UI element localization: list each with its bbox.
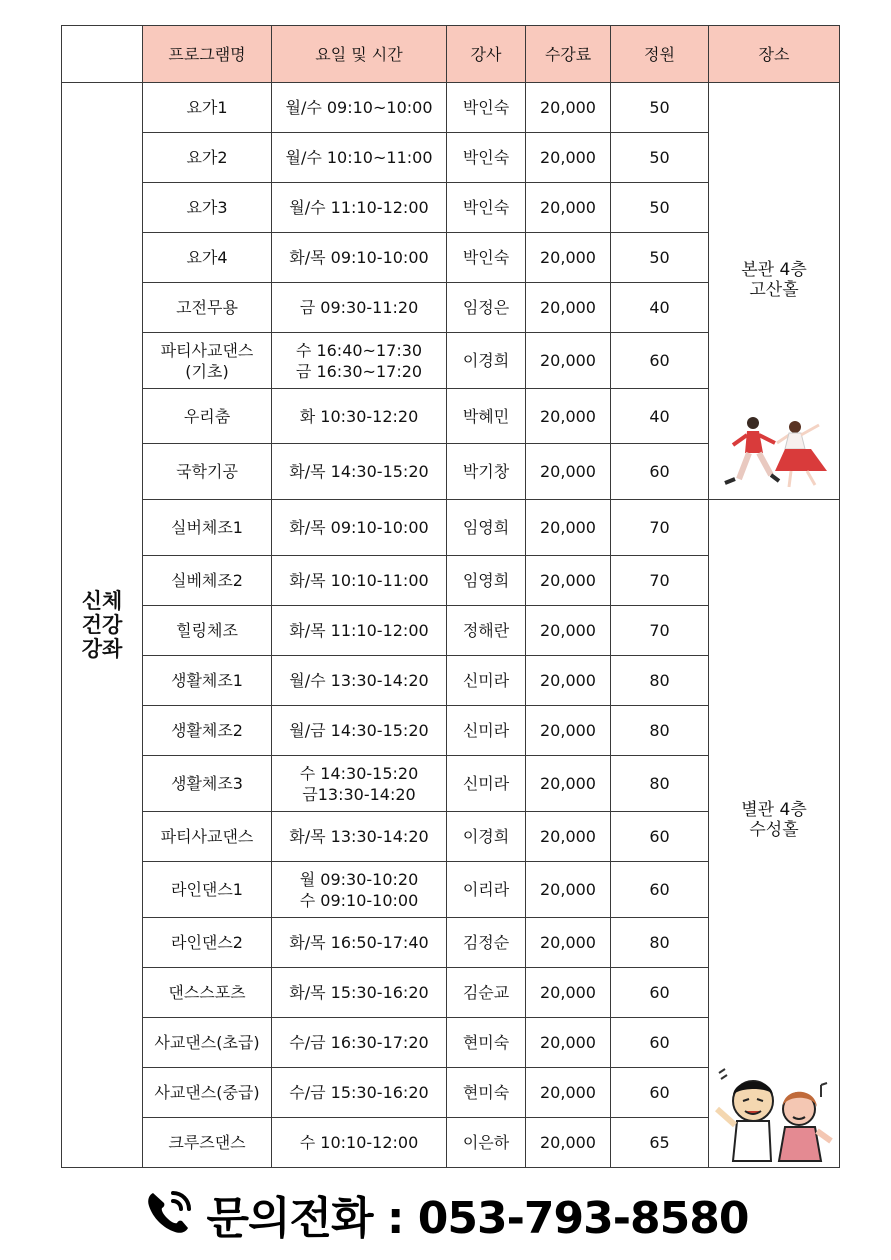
capacity-cell: 60 <box>611 333 709 389</box>
table-row <box>62 83 840 133</box>
capacity-cell: 70 <box>611 606 709 656</box>
instructor-cell: 박기창 <box>447 444 526 500</box>
schedule-cell: 수 14:30-15:20 금13:30-14:20 <box>272 756 447 812</box>
fee-cell: 20,000 <box>526 968 611 1018</box>
schedule-cell: 수/금 15:30-16:20 <box>272 1068 447 1118</box>
capacity-cell: 40 <box>611 283 709 333</box>
instructor-cell: 이경희 <box>447 333 526 389</box>
schedule-cell: 화/목 14:30-15:20 <box>272 444 447 500</box>
fee-cell: 20,000 <box>526 333 611 389</box>
program-schedule-table <box>61 25 840 1168</box>
program-cell: 파티사교댄스 <box>143 812 272 862</box>
dancing-cartoon-people-illustration <box>713 1065 837 1165</box>
contact-footer <box>0 1183 891 1245</box>
capacity-cell: 80 <box>611 706 709 756</box>
location-label: 본관 4층 고산홀 <box>741 260 807 300</box>
fee-cell: 20,000 <box>526 1068 611 1118</box>
program-cell: 파티사교댄스 (기초) <box>143 333 272 389</box>
capacity-cell: 80 <box>611 918 709 968</box>
program-cell: 고전무용 <box>143 283 272 333</box>
fee-cell: 20,000 <box>526 918 611 968</box>
program-cell: 사교댄스(중급) <box>143 1068 272 1118</box>
header-location: 장소 <box>709 26 840 83</box>
header-category-blank <box>62 26 143 83</box>
program-cell: 생활체조1 <box>143 656 272 706</box>
instructor-cell: 박인숙 <box>447 183 526 233</box>
location-cell <box>709 500 840 1168</box>
fee-cell: 20,000 <box>526 812 611 862</box>
program-cell: 라인댄스1 <box>143 862 272 918</box>
category-label: 신체 건강 강좌 <box>81 589 123 661</box>
program-cell: 생활체조3 <box>143 756 272 812</box>
schedule-cell: 화/목 10:10-11:00 <box>272 556 447 606</box>
program-cell: 요가2 <box>143 133 272 183</box>
location-cell <box>709 83 840 500</box>
fee-cell: 20,000 <box>526 233 611 283</box>
schedule-cell: 화/목 11:10-12:00 <box>272 606 447 656</box>
program-cell: 국학기공 <box>143 444 272 500</box>
dancing-couple-illustration <box>719 413 831 493</box>
fee-cell: 20,000 <box>526 606 611 656</box>
schedule-cell: 금 09:30-11:20 <box>272 283 447 333</box>
instructor-cell: 신미라 <box>447 756 526 812</box>
program-cell: 힐링체조 <box>143 606 272 656</box>
header-program: 프로그램명 <box>143 26 272 83</box>
instructor-cell: 박인숙 <box>447 133 526 183</box>
program-cell: 실버체조1 <box>143 500 272 556</box>
instructor-cell: 임정은 <box>447 283 526 333</box>
capacity-cell: 70 <box>611 556 709 606</box>
schedule-cell: 월/수 10:10~11:00 <box>272 133 447 183</box>
capacity-cell: 60 <box>611 968 709 1018</box>
capacity-cell: 65 <box>611 1118 709 1168</box>
instructor-cell: 이리라 <box>447 862 526 918</box>
instructor-cell: 신미라 <box>447 706 526 756</box>
program-cell: 사교댄스(초급) <box>143 1018 272 1068</box>
program-cell: 우리춤 <box>143 389 272 444</box>
capacity-cell: 80 <box>611 656 709 706</box>
fee-cell: 20,000 <box>526 1118 611 1168</box>
contact-phone-text: 문의전화 : 053-793-8580 <box>206 1193 749 1244</box>
table-row <box>62 500 840 556</box>
fee-cell: 20,000 <box>526 1018 611 1068</box>
instructor-cell: 박인숙 <box>447 83 526 133</box>
instructor-cell: 박인숙 <box>447 233 526 283</box>
capacity-cell: 70 <box>611 500 709 556</box>
capacity-cell: 50 <box>611 83 709 133</box>
capacity-cell: 50 <box>611 233 709 283</box>
header-fee: 수강료 <box>526 26 611 83</box>
header-capacity: 정원 <box>611 26 709 83</box>
schedule-cell: 화/목 15:30-16:20 <box>272 968 447 1018</box>
capacity-cell: 40 <box>611 389 709 444</box>
schedule-cell: 월/금 14:30-15:20 <box>272 706 447 756</box>
schedule-cell: 수 16:40~17:30 금 16:30~17:20 <box>272 333 447 389</box>
program-cell: 요가3 <box>143 183 272 233</box>
instructor-cell: 김정순 <box>447 918 526 968</box>
fee-cell: 20,000 <box>526 83 611 133</box>
program-cell: 생활체조2 <box>143 706 272 756</box>
fee-cell: 20,000 <box>526 389 611 444</box>
fee-cell: 20,000 <box>526 656 611 706</box>
capacity-cell: 60 <box>611 812 709 862</box>
fee-cell: 20,000 <box>526 756 611 812</box>
schedule-cell: 월 09:30-10:20 수 09:10-10:00 <box>272 862 447 918</box>
table-header-row <box>62 26 840 83</box>
schedule-cell: 월/수 11:10-12:00 <box>272 183 447 233</box>
schedule-cell: 화/목 16:50-17:40 <box>272 918 447 968</box>
instructor-cell: 임영희 <box>447 556 526 606</box>
schedule-cell: 화/목 13:30-14:20 <box>272 812 447 862</box>
fee-cell: 20,000 <box>526 862 611 918</box>
capacity-cell: 60 <box>611 1068 709 1118</box>
program-cell: 요가1 <box>143 83 272 133</box>
fee-cell: 20,000 <box>526 556 611 606</box>
instructor-cell: 정해란 <box>447 606 526 656</box>
fee-cell: 20,000 <box>526 706 611 756</box>
category-cell <box>62 83 143 1168</box>
capacity-cell: 80 <box>611 756 709 812</box>
schedule-cell: 월/수 09:10~10:00 <box>272 83 447 133</box>
fee-cell: 20,000 <box>526 133 611 183</box>
capacity-cell: 50 <box>611 133 709 183</box>
fee-cell: 20,000 <box>526 283 611 333</box>
table-body <box>62 83 840 1168</box>
instructor-cell: 박혜민 <box>447 389 526 444</box>
instructor-cell: 현미숙 <box>447 1068 526 1118</box>
program-cell: 요가4 <box>143 233 272 283</box>
schedule-cell: 월/수 13:30-14:20 <box>272 656 447 706</box>
capacity-cell: 60 <box>611 862 709 918</box>
schedule-cell: 수 10:10-12:00 <box>272 1118 447 1168</box>
instructor-cell: 이경희 <box>447 812 526 862</box>
header-instructor: 강사 <box>447 26 526 83</box>
instructor-cell: 현미숙 <box>447 1018 526 1068</box>
schedule-cell: 화/목 09:10-10:00 <box>272 500 447 556</box>
instructor-cell: 임영희 <box>447 500 526 556</box>
program-cell: 댄스스포츠 <box>143 968 272 1018</box>
schedule-cell: 화 10:30-12:20 <box>272 389 447 444</box>
instructor-cell: 신미라 <box>447 656 526 706</box>
fee-cell: 20,000 <box>526 183 611 233</box>
program-cell: 크루즈댄스 <box>143 1118 272 1168</box>
header-schedule: 요일 및 시간 <box>272 26 447 83</box>
capacity-cell: 60 <box>611 444 709 500</box>
fee-cell: 20,000 <box>526 444 611 500</box>
program-cell: 실베체조2 <box>143 556 272 606</box>
instructor-cell: 이은하 <box>447 1118 526 1168</box>
capacity-cell: 50 <box>611 183 709 233</box>
instructor-cell: 김순교 <box>447 968 526 1018</box>
fee-cell: 20,000 <box>526 500 611 556</box>
capacity-cell: 60 <box>611 1018 709 1068</box>
location-label: 별관 4층 수성홀 <box>741 800 807 840</box>
schedule-cell: 수/금 16:30-17:20 <box>272 1018 447 1068</box>
phone-icon <box>143 1187 195 1241</box>
program-cell: 라인댄스2 <box>143 918 272 968</box>
schedule-cell: 화/목 09:10-10:00 <box>272 233 447 283</box>
